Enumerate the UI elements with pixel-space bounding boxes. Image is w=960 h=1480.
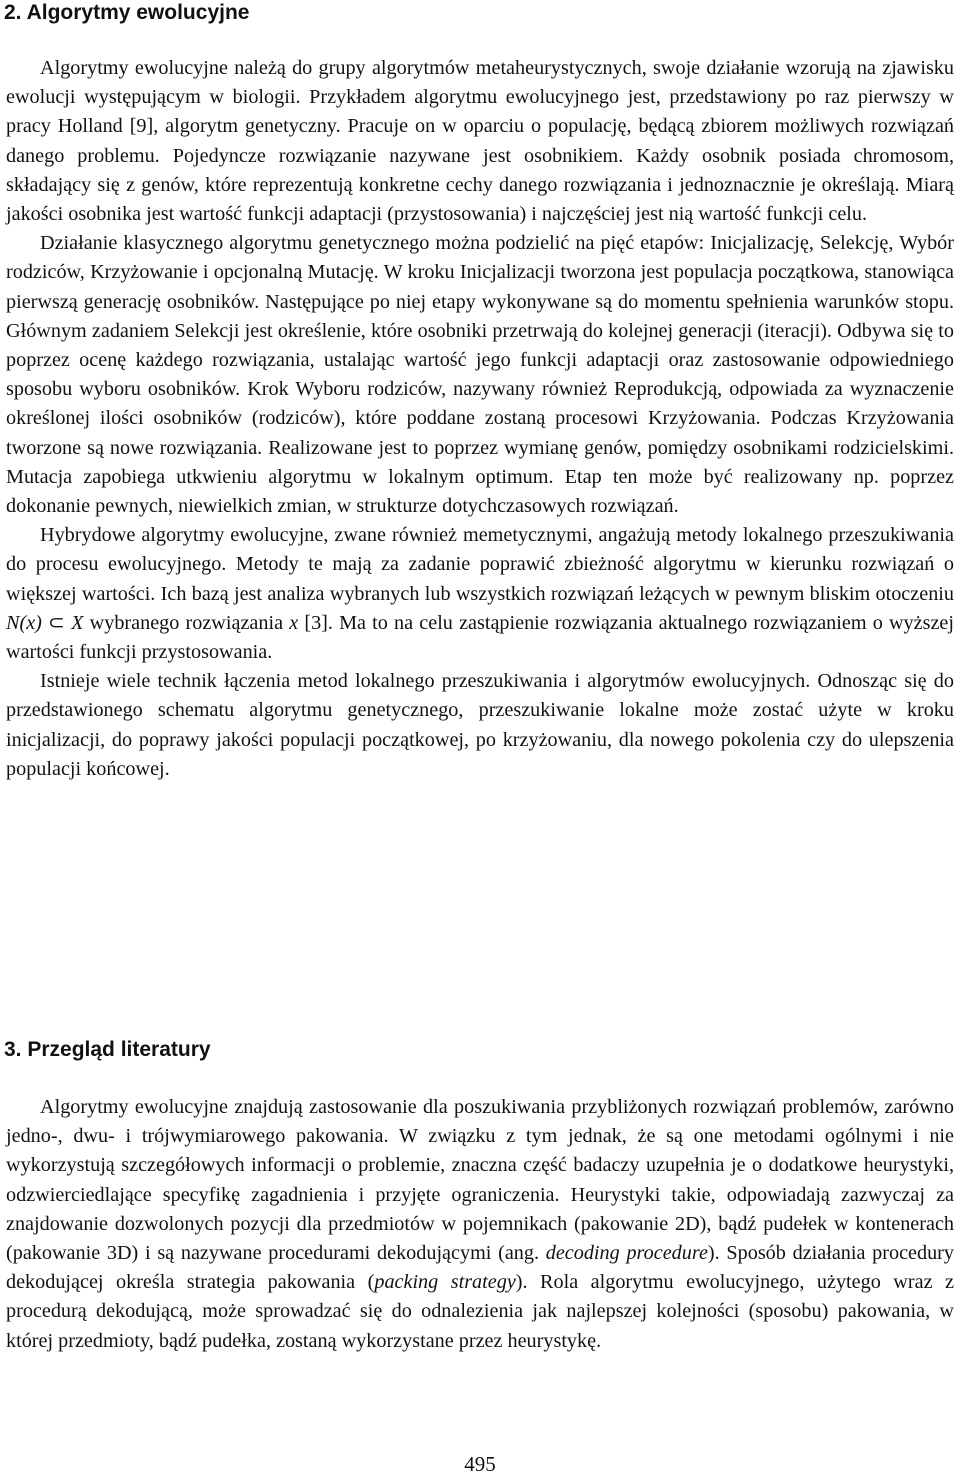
hybrid-text-2: wybranego rozwiązania: [83, 611, 290, 634]
hybrid-text-3: [3]. Ma to na celu zastąpienie rozwiązania aktualnego rozwiązaniem o wyższej wartości funkcji przystosowania.: [6, 611, 954, 664]
term-packing-strategy: packing strategy: [374, 1271, 516, 1294]
literature-text-1: Algorytmy ewolucyjne znajdują zastosowanie dla poszukiwania przybliżonych rozwiązań problemów, zarówno jedno-, dwu- i trójwymiarowego pakowania. W związku z tym jednak, że są one metodami ogólnymi i nie wykorzystują szczegółowych informacji o problemie, znaczna część badaczy uzupełnia je o dodatkowe heurystyki, odzwierciedlające specyfikę zagadnienia i przyjęte ograniczenia. Heurystyki takie, odpowiadają zazwyczaj za znajdowanie dozwolonych pozycji dla przedmiotów w pojemnikach (pakowanie 2D), bądź pudełek w kontenerach (pakowanie 3D) i są nazywane procedurami dekodującymi (ang.: [6, 1096, 954, 1265]
paragraph-hybrid: [6, 521, 954, 667]
section-heading-3: 3. Przegląd literatury: [4, 1038, 211, 1061]
math-solution-x: x: [289, 611, 299, 634]
section-heading-2: 2. Algorytmy ewolucyjne: [4, 1, 250, 24]
math-subset-symbol: ⊂: [41, 611, 72, 634]
paragraph-ga-stages: Działanie klasycznego algorytmu genetycznego można podzielić na pięć etapów: Inicjalizację, Selekcję, Wybór rodziców, Krzyżowanie i opcjonalną Mutację. W kroku Inicjalizacji tworzona jest populacja początkowa, stanowiąca pierwszą generację osobników. Następujące po niej etapy wykonywane są do momentu spełnienia warunków stopu. Głównym zadaniem Selekcji jest określenie, które osobniki przetrwają do kolejnej generacji (iteracji). Odbywa się to poprzez ocenę każdego rozwiązania, ustalając wartość jego funkcji adaptacji oraz zastosowanie odpowiedniego sposobu wyboru osobników. Krok Wyboru rodziców, nazywany również Reprodukcją, odpowiada za wyznaczenie określonej ilości osobników (rodziców), które poddane zostaną procesowi Krzyżowania. Podczas Krzyżowania tworzone są nowe rozwiązania. Realizowane jest to poprzez wymianę genów, pomiędzy osobnikami rodzicielskimi. Mutacja zapobiega utkwieniu algorytmu w lokalnym optimum. Etap ten może być realizowany np. poprzez dokonanie pewnych, niewielkich zmian, w strukturze dotychczasowych rozwiązań.: [6, 232, 954, 518]
literature-text-3: ). Rola algorytmu ewolucyjnego, użytego wraz z procedurą dekodującą, może sprowadzać się do odnalezienia jak najlepszej kolejności (sposobu) pakowania, w której przedmioty, bądź pudełka, zostaną wykorzystane przez heurystykę.: [6, 1271, 954, 1352]
section-3-body: [6, 1093, 954, 1356]
hybrid-text-1: Hybrydowe algorytmy ewolucyjne, zwane również memetycznymi, angażują metody lokalnego przeszukiwania do procesu ewolucyjnego. Metody te mają za zadanie poprawić zbieżność algorytmu w kierunku rozwiązań o większej wartości. Ich bazą jest analiza wybranych lub wszystkich rozwiązań leżących w pewnym bliskim otoczeniu: [6, 524, 954, 605]
paragraph-literature: [6, 1093, 954, 1356]
section-2-body: [6, 54, 954, 784]
math-set-X: X: [71, 611, 84, 634]
math-neighborhood: N(x): [6, 611, 42, 634]
paragraph-local-search: Istnieje wiele technik łączenia metod lokalnego przeszukiwania i algorytmów ewolucyjnych. Odnosząc się do przedstawionego schematu algorytmu genetycznego, przeszukiwanie lokalne może zostać użyte w kroku inicjalizacji, do poprawy jakości populacji początkowej, po krzyżowaniu, dla nowego pokolenia czy do ulepszenia populacji końcowej.: [6, 670, 954, 780]
page-number: 495: [464, 1452, 496, 1476]
term-decoding-procedure: decoding procedure: [545, 1242, 708, 1265]
paragraph-intro: Algorytmy ewolucyjne należą do grupy algorytmów metaheurystycznych, swoje działanie wzorują na zjawisku ewolucji występującym w biologii. Przykładem algorytmu ewolucyjnego jest, przedstawiony po raz pierwszy w pracy Holland [9], algorytm genetyczny. Pracuje on w oparciu o populację, będącą zbiorem możliwych rozwiązań danego problemu. Pojedyncze rozwiązanie nazywane jest osobnikiem. Każdy osobnik posiada chromosom, składający się z genów, które reprezentują konkretne cechy danego rozwiązania i jednoznacznie je określają. Miarą jakości osobnika jest wartość funkcji adaptacji (przystosowania) i najczęściej jest nią wartość funkcji celu.: [6, 57, 954, 226]
literature-text-2: ). Sposób działania procedury dekodującej określa strategia pakowania (: [6, 1242, 954, 1294]
